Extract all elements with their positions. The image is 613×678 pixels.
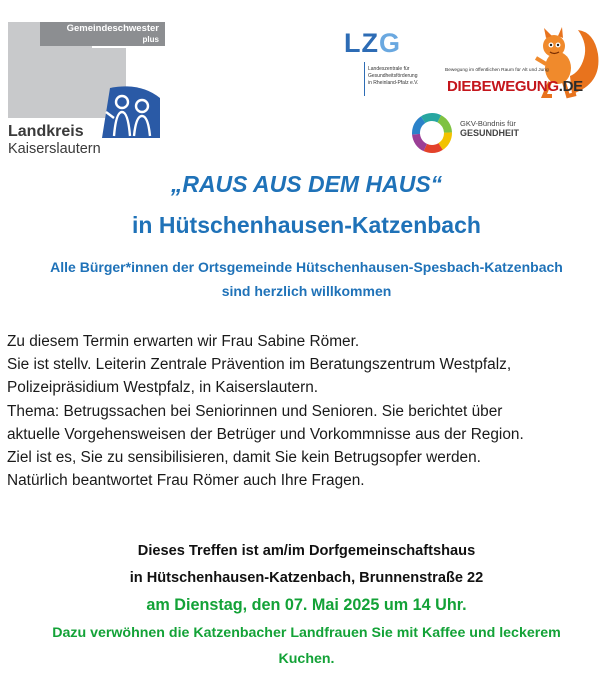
headline-title: „RAUS AUS DEM HAUS“: [170, 171, 443, 197]
gkv-label: GKV-Bündnis für: [460, 119, 516, 128]
body-paragraph: [7, 330, 607, 492]
bewegung-domain: .DE: [558, 78, 583, 95]
welcome-line: Alle Bürger*innen der Ortsgemeinde Hütschenhausen-Spesbach-Katzenbach: [50, 259, 563, 275]
landkreis-city: Kaiserslautern: [8, 141, 101, 157]
event-catering-line: Kuchen.: [278, 651, 335, 667]
welcome-line: sind herzlich willkommen: [221, 283, 392, 299]
body-line: Natürlich beantwortet Frau Römer auch Ihre Fragen.: [7, 472, 365, 490]
gkv-color-ring-icon: [410, 111, 454, 155]
lzg-mark-suffix: G: [379, 28, 402, 58]
gkv-label-bold: GESUNDHEIT: [460, 128, 520, 138]
lzg-logo-mark: [344, 28, 401, 59]
gemeindeschwester-label: Gemeindeschwester: [66, 23, 159, 34]
lzg-description: [368, 66, 438, 87]
lzg-text-line: Gesundheitsförderung: [368, 73, 418, 79]
body-line: Thema: Betrugssachen bei Seniorinnen und Senioren. Sie berichtet über: [7, 402, 503, 420]
body-line: Polizeipräsidium Westpfalz, in Kaiserslautern.: [7, 379, 319, 397]
lzg-divider: [364, 62, 365, 96]
lzg-text-line: Landeszentrale für: [368, 66, 410, 72]
event-date: am Dienstag, den 07. Mai 2025 um 14 Uhr.: [146, 596, 467, 614]
landkreis-name: Landkreis: [8, 123, 84, 140]
event-venue: Dieses Treffen ist am/im Dorfgemeinschaftshaus: [137, 543, 476, 559]
bewegung-title: DIEBEWEGUNG: [447, 78, 559, 95]
headline-location: in Hütschenhausen-Katzenbach: [132, 212, 481, 238]
bewegung-subtitle: Bewegung im öffentlichen Raum für Alt und Jung: [445, 68, 549, 73]
gemeindeschwester-band: [40, 22, 165, 46]
body-line: Zu diesem Termin erwarten wir Frau Sabine Römer.: [7, 333, 360, 350]
bewegung-logo-text: [447, 78, 583, 95]
event-catering-line: Dazu verwöhnen die Katzenbacher Landfrauen Sie mit Kaffee und leckerem: [52, 625, 561, 641]
body-line: Ziel ist es, Sie zu sensibilisieren, damit Sie kein Betrugsopfer werden.: [7, 449, 481, 467]
gemeindeschwester-plus-label: plus: [142, 35, 159, 44]
landkreis-family-emblem-icon: [100, 82, 162, 138]
body-line: Sie ist stellv. Leiterin Zentrale Prävention im Beratungszentrum Westpfalz,: [7, 356, 512, 374]
event-address: in Hütschenhausen-Katzenbach, Brunnenstraße 22: [129, 570, 484, 586]
lzg-mark-prefix: LZ: [344, 28, 379, 58]
body-line: aktuelle Vorgehensweisen der Betrüger und Vorkommnisse aus der Region.: [7, 425, 524, 443]
lzg-text-line: in Rheinland-Pfalz e.V.: [368, 80, 419, 86]
